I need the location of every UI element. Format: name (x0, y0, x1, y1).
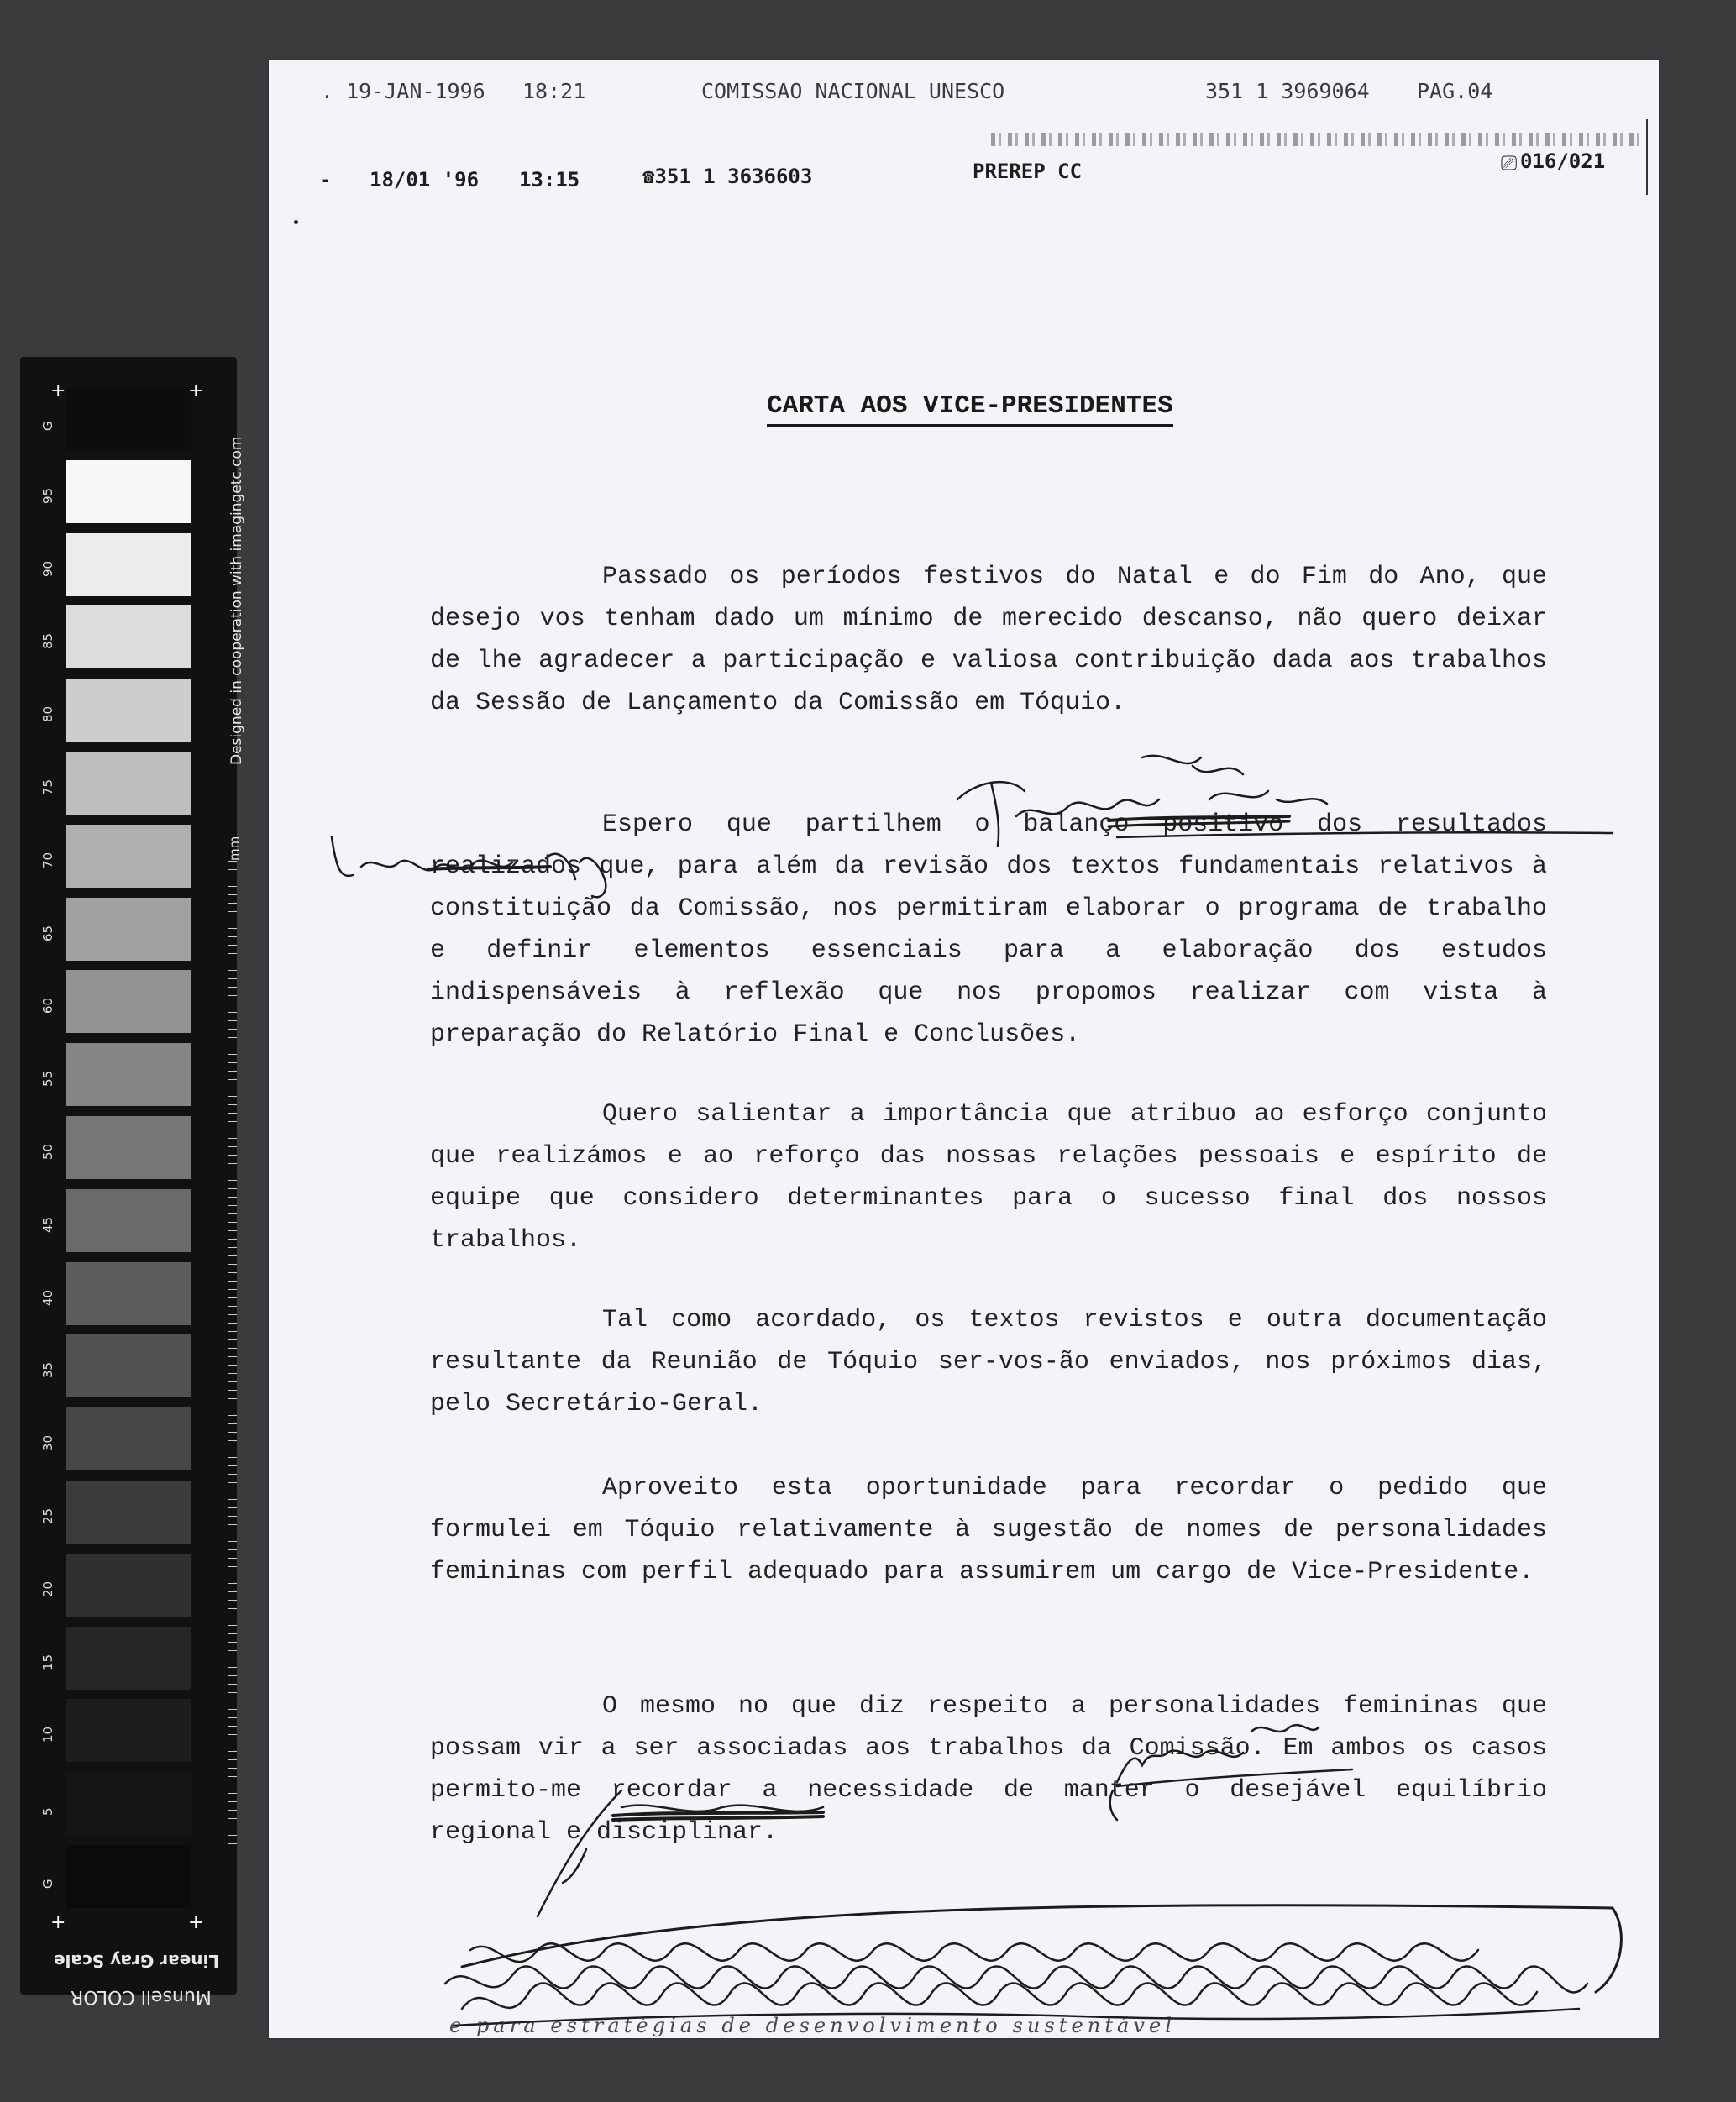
gray-tick-label: 70 (40, 852, 55, 868)
paragraph-1: Passado os períodos festivos do Natal e do Fim do Ano, que desejo vos tenham dado um mínimo de merecido descanso, não quero deixar de lhe agradecer a participação e valiosa contribuição dada aos trabalhos da Sessão de Lançamento da Comissão em Tóquio. (430, 563, 1547, 717)
gray-tick-label: 80 (40, 706, 55, 723)
plus-mark-br: + (188, 1912, 204, 1933)
gray-tick-label: 55 (40, 1071, 55, 1088)
gray-tick-label: 15 (40, 1654, 55, 1670)
gray-scale-card (20, 357, 245, 2007)
fax2-date: 18/01 '96 (370, 168, 480, 191)
mm-ruler (228, 861, 237, 1852)
gray-tick-label: 20 (40, 1580, 55, 1597)
fax-time: 18:21 (522, 79, 586, 103)
gray-patch (66, 387, 191, 450)
gray-patch (66, 1407, 191, 1470)
fax-dot (294, 220, 298, 224)
gray-patch (66, 533, 191, 596)
fax2-sender: PREREP CC (973, 160, 1083, 183)
fax-phone: 351 1 3969064 (1205, 79, 1370, 103)
card-scale-label: Linear Gray Scale (54, 1951, 220, 1971)
fax-icon: ⎚ (1501, 151, 1518, 175)
gray-patch (66, 970, 191, 1033)
gray-tick-label: 90 (40, 560, 55, 577)
gray-tick-label: 40 (40, 1289, 55, 1306)
gray-tick-label: 25 (40, 1507, 55, 1524)
gray-patch (66, 1554, 191, 1617)
gray-patch (66, 752, 191, 815)
gray-tick-label: 75 (40, 778, 55, 795)
gray-tick-label: 60 (40, 998, 55, 1014)
plus-mark-bl: + (50, 1912, 66, 1933)
fax-sender: COMISSAO NACIONAL UNESCO (701, 79, 1005, 103)
gray-patch (66, 1481, 191, 1544)
gray-tick-label: 30 (40, 1435, 55, 1452)
gray-patch (66, 605, 191, 668)
gray-tick-label: 5 (40, 1807, 55, 1816)
gray-tick-label: G (40, 1879, 55, 1889)
gray-patch (66, 1772, 191, 1835)
handwritten-bottom-line: e para estratégias de desenvolvimento sustentável (449, 2014, 1172, 2037)
card-credit: Designed in cooperation with imagingetc.com (228, 436, 245, 765)
gray-tick-label: 95 (40, 487, 55, 504)
paragraph-4: Tal como acordado, os textos revistos e outra documentação resultante da Reunião de Tóquio ser-vos-ão enviados, nos próximos dias, pelo Secretário-Geral. (430, 1306, 1547, 1418)
plus-mark-tl: + (50, 380, 66, 401)
fax-page-number: PAG.04 (1417, 79, 1493, 103)
paragraph-2: Espero que partilhem o balanço positivo dos resultados realizados que, para além da revisão dos textos fundamentais relativos à constituição da Comissão, nos permitiram elaborar o programa de trabalho e definir elementos essenciais para a elaboração dos estudos indispensáveis à reflexão que nos propomos realizar com vista à preparação do Relatório Final e Conclusões. (430, 810, 1547, 1049)
gray-patch (66, 898, 191, 961)
gray-patch (66, 1189, 191, 1252)
fax2-dash: - (319, 168, 332, 191)
gray-patch (66, 1116, 191, 1179)
paragraph-3: Quero salientar a importância que atribuo ao esforço conjunto que realizámos e ao reforço das nossas relações pessoais e espírito de equipe que considero determinantes para o sucesso final dos nossos trabalhos. (430, 1100, 1547, 1255)
gray-patch (66, 679, 191, 742)
gray-tick-label: 10 (40, 1727, 55, 1743)
gray-tick-label: 35 (40, 1362, 55, 1379)
fax-page (269, 60, 1659, 2038)
card-mm-label: mm (227, 836, 242, 861)
card-brand: Munsell COLOR (71, 1986, 212, 2007)
paragraph-5: Aproveito esta oportunidade para recordar o pedido que formulei em Tóquio relativamente à sugestão de nomes de personalidades femininas com perfil adequado para assumirem um cargo de Vice-Presidente. (430, 1474, 1547, 1586)
gray-tick-label: G (40, 421, 55, 431)
gray-patch (66, 825, 191, 888)
gray-tick-label: 65 (40, 925, 55, 941)
fax-frame-line (1646, 119, 1648, 195)
gray-patch (66, 1845, 191, 1908)
fax2-phone: ☎351 1 3636603 (642, 165, 813, 188)
fax-smudge (991, 133, 1646, 146)
gray-patch (66, 1334, 191, 1397)
fax2-time: 13:15 (519, 168, 580, 191)
gray-patch (66, 1627, 191, 1690)
gray-patch (66, 460, 191, 523)
gray-patch (66, 1043, 191, 1106)
plus-mark-tr: + (188, 380, 204, 401)
gray-tick-label: 85 (40, 633, 55, 650)
gray-tick-label: 50 (40, 1143, 55, 1160)
gray-patch (66, 1699, 191, 1762)
gray-patch (66, 1262, 191, 1325)
paragraph-6: O mesmo no que diz respeito a personalidades femininas que possam vir a ser associadas aos trabalhos da Comissão. Em ambos os casos permito-me recordar a necessidade de manter o desejável equilíbrio regional e disciplinar. (430, 1692, 1547, 1847)
gray-tick-label: 45 (40, 1216, 55, 1233)
fax-date: . 19-JAN-1996 (321, 79, 485, 103)
fax2-page-number: 016/021 (1520, 149, 1606, 173)
letter-title: CARTA AOS VICE-PRESIDENTES (767, 391, 1173, 427)
